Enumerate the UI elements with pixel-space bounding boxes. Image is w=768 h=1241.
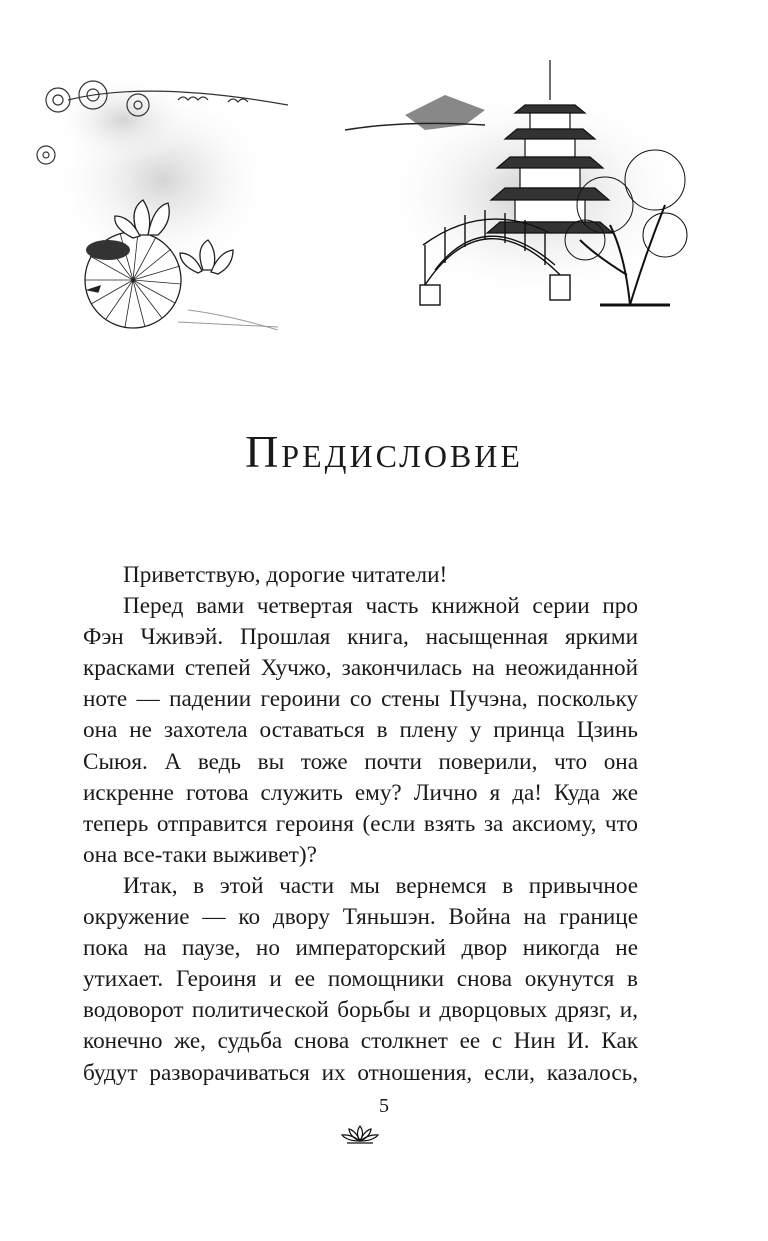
page-number: 5 bbox=[379, 1095, 389, 1117]
body-text bbox=[83, 560, 638, 1089]
paragraph: Итак, в этой части мы вернемся в привычное окружение — ко двору Тяньшэн. Война на границе пока на паузе, но императорский двор никогда не утихает. Героиня и ее помощники снова окунутся в водоворот политической борьбы и дворцовых дрязг, и, конечно же, судьба снова столкнет ее с Нин И. Как будут разворачиваться их отношения, если, казалось, bbox=[83, 872, 638, 1086]
paragraph: Приветствую, дорогие читатели! bbox=[123, 562, 448, 588]
paragraph: Перед вами четвертая часть книжной серии про Фэн Чживэй. Прошлая книга, насыщенная яркими красками степей Хучжо, закончилась на неожиданной ноте — падении героини со стены Пучэна, поскольку она не захотела оставаться в плену у принца Цзинь Сыюя. А ведь вы тоже почти поверили, что она искренне готова служить ему? Лично я да! Куда же теперь отправится героиня (если взять за аксиому, что она все-таки выживет)? bbox=[83, 593, 638, 868]
lotus-fan-illustration bbox=[28, 60, 288, 330]
lotus-icon bbox=[341, 1123, 379, 1145]
chapter-title: Предисловие bbox=[245, 426, 523, 477]
pagoda-bridge-illustration bbox=[345, 55, 690, 315]
